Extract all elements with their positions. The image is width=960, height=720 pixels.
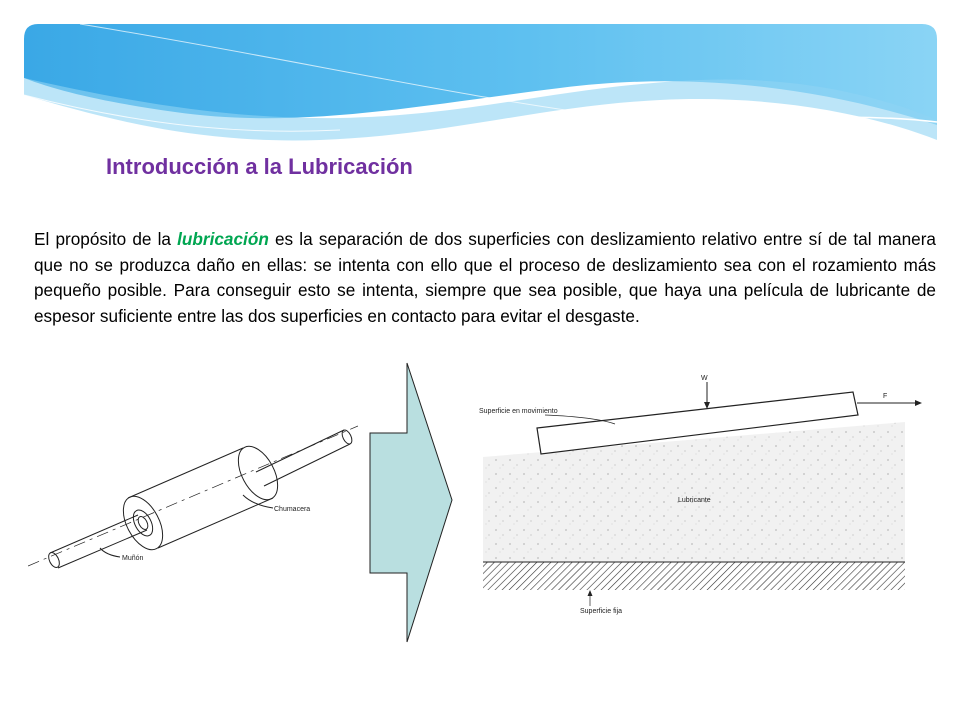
label-lubricant: Lubricante — [678, 497, 711, 504]
body-paragraph — [34, 227, 936, 329]
label-w: W — [701, 375, 708, 382]
keyword-lubricacion: lubricación — [177, 229, 269, 250]
para-text-after: es la separación de dos superficies con deslizamiento relativo entre sí de tal manera que no se produzca daño en ellas: se intenta con ello que el proceso de deslizamiento sea con el rozamiento más pequeño posible. Para conseguir esto se intenta, siempre que sea posible, que haya una película de lubricante de espesor suficiente entre las dos superficies en contacto para evitar el desgaste. — [34, 229, 936, 326]
para-text-before: El propósito de la — [34, 229, 178, 250]
journal-bearing-diagram — [28, 420, 358, 595]
label-munon: Muñón — [122, 555, 144, 562]
header-banner — [0, 0, 960, 175]
slide-title: Introducción a la Lubricación — [106, 154, 413, 179]
label-f: F — [883, 393, 888, 400]
label-chumacera: Chumacera — [274, 506, 311, 513]
label-fixed-surface: Superficie fija — [580, 608, 623, 615]
lubrication-film-diagram — [465, 372, 935, 622]
right-arrow-shape — [360, 360, 460, 645]
label-moving-surface: Superficie en movimiento — [479, 408, 558, 415]
